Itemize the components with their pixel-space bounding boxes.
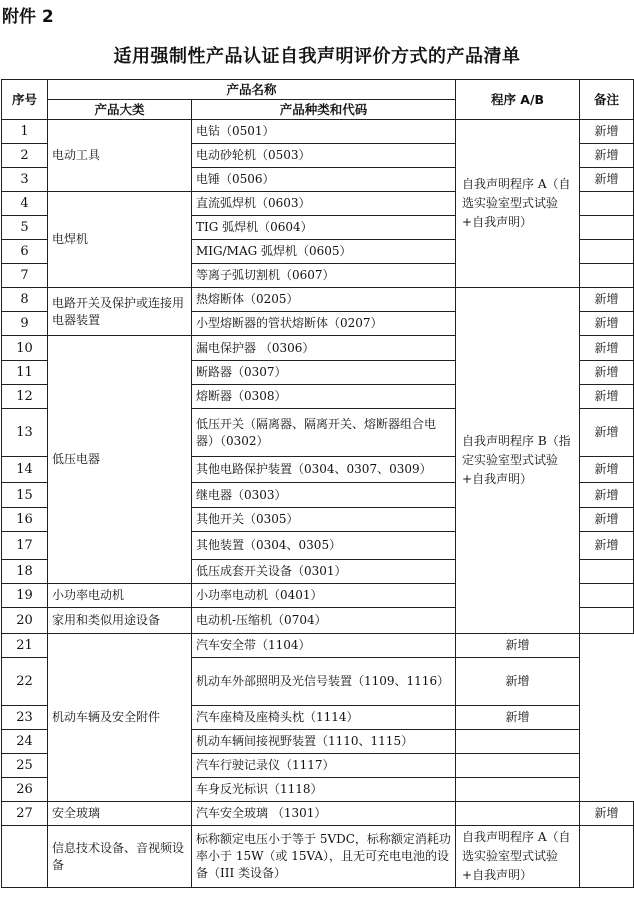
remark-cell: 新增 bbox=[456, 706, 580, 730]
procedure-cell: 自我声明程序 A（自选实验室型式试验+自我声明） bbox=[456, 826, 580, 888]
category-cell: 家用和类似用途设备 bbox=[48, 608, 192, 634]
row-number: 7 bbox=[2, 264, 48, 288]
remark-cell: 新增 bbox=[580, 336, 634, 361]
table-row bbox=[2, 802, 634, 826]
header-procedure: 程序 A/B bbox=[456, 80, 580, 120]
header-category: 产品大类 bbox=[48, 100, 192, 120]
row-number: 22 bbox=[2, 658, 48, 706]
row-number: 5 bbox=[2, 216, 48, 240]
row-number: 16 bbox=[2, 508, 48, 532]
annex-label: 附件 2 bbox=[2, 7, 54, 27]
row-number: 20 bbox=[2, 608, 48, 634]
row-number: 26 bbox=[2, 778, 48, 802]
remark-cell: 新增 bbox=[580, 457, 634, 483]
remark-cell bbox=[580, 584, 634, 608]
header-type-code: 产品种类和代码 bbox=[192, 100, 456, 120]
category-cell: 机动车辆及安全附件 bbox=[48, 634, 192, 802]
type-cell: 机动车辆间接视野装置（1110、1115） bbox=[192, 730, 456, 754]
row-number: 6 bbox=[2, 240, 48, 264]
type-cell: 电动砂轮机（0503） bbox=[192, 144, 456, 168]
row-number: 8 bbox=[2, 288, 48, 312]
type-cell: 汽车行驶记录仪（1117） bbox=[192, 754, 456, 778]
type-cell: 汽车座椅及座椅头枕（1114） bbox=[192, 706, 456, 730]
header-product-name: 产品名称 bbox=[48, 80, 456, 100]
document-title: 适用强制性产品认证自我声明评价方式的产品清单 bbox=[113, 46, 521, 67]
row-number: 18 bbox=[2, 560, 48, 584]
remark-cell: 新增 bbox=[580, 361, 634, 385]
table-row bbox=[2, 826, 634, 888]
category-cell: 低压电器 bbox=[48, 336, 192, 584]
row-number: 24 bbox=[2, 730, 48, 754]
header-remark: 备注 bbox=[580, 80, 634, 120]
type-cell: 电锤（0506） bbox=[192, 168, 456, 192]
type-cell: 继电器（0303） bbox=[192, 483, 456, 508]
remark-cell: 新增 bbox=[580, 288, 634, 312]
remark-cell: 新增 bbox=[580, 483, 634, 508]
remark-cell: 新增 bbox=[456, 634, 580, 658]
remark-cell bbox=[580, 240, 634, 264]
remark-cell: 新增 bbox=[580, 312, 634, 336]
remark-cell: 新增 bbox=[580, 168, 634, 192]
table-row bbox=[2, 120, 634, 144]
product-list-table bbox=[1, 79, 634, 888]
row-number: 17 bbox=[2, 532, 48, 560]
type-cell: 标称额定电压小于等于 5VDC，标称额定消耗功率小于 15W（或 15VA），且无可充电电池的设备（III 类设备） bbox=[192, 826, 456, 888]
type-cell: 漏电保护器 （0306） bbox=[192, 336, 456, 361]
row-number: 4 bbox=[2, 192, 48, 216]
row-number: 12 bbox=[2, 385, 48, 409]
type-cell: 熔断器（0308） bbox=[192, 385, 456, 409]
type-cell: 其他开关（0305） bbox=[192, 508, 456, 532]
type-cell: 汽车安全玻璃 （1301） bbox=[192, 802, 456, 826]
row-number bbox=[2, 826, 48, 888]
row-number: 14 bbox=[2, 457, 48, 483]
category-cell: 安全玻璃 bbox=[48, 802, 192, 826]
category-cell: 电焊机 bbox=[48, 192, 192, 288]
remark-cell bbox=[580, 608, 634, 634]
type-cell: 等离子弧切割机（0607） bbox=[192, 264, 456, 288]
remark-cell: 新增 bbox=[580, 532, 634, 560]
type-cell: 电动机-压缩机（0704） bbox=[192, 608, 456, 634]
category-cell: 电路开关及保护或连接用电器装置 bbox=[48, 288, 192, 336]
type-cell: 低压成套开关设备（0301） bbox=[192, 560, 456, 584]
row-number: 27 bbox=[2, 802, 48, 826]
remark-cell bbox=[456, 778, 580, 802]
type-cell: 其他电路保护装置（0304、0307、0309） bbox=[192, 457, 456, 483]
type-cell: 低压开关（隔离器、隔离开关、熔断器组合电器）（0302） bbox=[192, 409, 456, 457]
row-number: 13 bbox=[2, 409, 48, 457]
type-cell: 机动车外部照明及光信号装置（1109、1116） bbox=[192, 658, 456, 706]
category-cell: 小功率电动机 bbox=[48, 584, 192, 608]
row-number: 9 bbox=[2, 312, 48, 336]
type-cell: 小型熔断器的管状熔断体（0207） bbox=[192, 312, 456, 336]
type-cell: 车身反光标识（1118） bbox=[192, 778, 456, 802]
row-number: 11 bbox=[2, 361, 48, 385]
header-seq: 序号 bbox=[2, 80, 48, 120]
row-number: 23 bbox=[2, 706, 48, 730]
procedure-cell: 自我声明程序 B（指定实验室型式试验+自我声明） bbox=[456, 288, 580, 634]
type-cell: MIG/MAG 弧焊机（0605） bbox=[192, 240, 456, 264]
remark-cell bbox=[580, 560, 634, 584]
remark-cell: 新增 bbox=[580, 802, 634, 826]
remark-cell: 新增 bbox=[580, 144, 634, 168]
row-number: 19 bbox=[2, 584, 48, 608]
row-number: 15 bbox=[2, 483, 48, 508]
remark-cell: 新增 bbox=[580, 385, 634, 409]
row-number: 10 bbox=[2, 336, 48, 361]
remark-cell bbox=[580, 826, 634, 888]
row-number: 3 bbox=[2, 168, 48, 192]
row-number: 2 bbox=[2, 144, 48, 168]
remark-cell: 新增 bbox=[580, 409, 634, 457]
remark-cell bbox=[456, 730, 580, 754]
remark-cell: 新增 bbox=[456, 658, 580, 706]
procedure-cell: 自我声明程序 A（自选实验室型式试验+自我声明） bbox=[456, 120, 580, 288]
remark-cell: 新增 bbox=[580, 508, 634, 532]
remark-cell bbox=[456, 754, 580, 778]
remark-cell: 新增 bbox=[580, 120, 634, 144]
type-cell: 其他装置（0304、0305） bbox=[192, 532, 456, 560]
type-cell: 汽车安全带（1104） bbox=[192, 634, 456, 658]
category-cell: 信息技术设备、音视频设备 bbox=[48, 826, 192, 888]
type-cell: 电钻（0501） bbox=[192, 120, 456, 144]
table-row bbox=[2, 634, 634, 658]
type-cell: TIG 弧焊机（0604） bbox=[192, 216, 456, 240]
row-number: 25 bbox=[2, 754, 48, 778]
row-number: 21 bbox=[2, 634, 48, 658]
remark-cell bbox=[580, 264, 634, 288]
type-cell: 热熔断体（0205） bbox=[192, 288, 456, 312]
type-cell: 直流弧焊机（0603） bbox=[192, 192, 456, 216]
remark-cell bbox=[580, 216, 634, 240]
type-cell: 断路器（0307） bbox=[192, 361, 456, 385]
table-row bbox=[2, 288, 634, 312]
type-cell: 小功率电动机（0401） bbox=[192, 584, 456, 608]
row-number: 1 bbox=[2, 120, 48, 144]
remark-cell bbox=[580, 192, 634, 216]
procedure-cell bbox=[456, 802, 580, 826]
category-cell: 电动工具 bbox=[48, 120, 192, 192]
